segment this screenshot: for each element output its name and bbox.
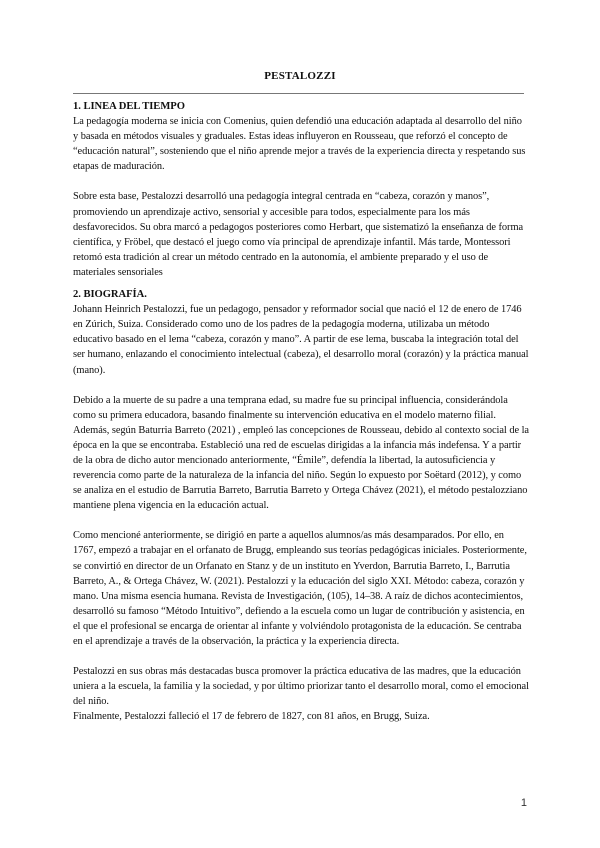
paragraph: Finalmente, Pestalozzi falleció el 17 de febrero de 1827, con 81 años, en Brugg, Suiza. (73, 711, 430, 723)
document-body (73, 99, 529, 724)
page-title: PESTALOZZI (264, 70, 336, 82)
paragraph: Como mencioné anteriormente, se dirigió en parte a aquellos alumnos/as más desamparados. Por ello, en 1767, empezó a trabajar en el orfanato de Brugg, empleando sus teorías pedagógicas iniciales. Posteriormente, se convirtió en director de un Orfanato en Stanz y de un instituto en Yverdon, Barrutia Barreto, I., Barrutia Barreto, A., & Ortega Chávez, W. (2021). Pestalozzi y la educación del siglo XXI. Método: cabeza, corazón y mano. Una misma esencia humana. Revista de Investigación, (105), 14–38. A raíz de dichos acontecimientos, desarrolló su famoso “Método Intuitivo”, defiendo a la escuela como un lugar de contribución y asistencia, en el que el profesional se encarga de orientar al infante y volviéndolo protagonista de la educación. Se centraba en el aprendizaje a través de la observación, la práctica y la experiencia directa. (73, 530, 527, 647)
paragraph: Pestalozzi en sus obras más destacadas busca promover la práctica educativa de las madres, que la educación uniera a la escuela, la familia y la sociedad, y por último priorizar tanto el desarrollo moral, como el emocional del niño. (73, 666, 529, 708)
section-heading-timeline: 1. LINEA DEL TIEMPO (73, 101, 185, 112)
section-heading-biography: 2. BIOGRAFÍA. (73, 289, 147, 301)
page-number: 1 (520, 797, 527, 809)
paragraph: Sobre esta base, Pestalozzi desarrolló una pedagogía integral centrada en “cabeza, corazón y manos”, promoviendo un aprendizaje activo, sensorial y accesible para todos, especialmente para los más desfavorecidos. Su obra marcó a pedagogos posteriores como Herbart, que sistematizó la enseñanza de forma científica, y Fröbel, que destacó el juego como vía principal de aprendizaje infantil. Más tarde, Montessori retomó esta tradición al crear un método centrado en la autonomía, el ambiente preparado y el uso de materiales sensoriales (73, 191, 524, 278)
paragraph: La pedagogía moderna se inicia con Comenius, quien defendió una educación adaptada al desarrollo del niño y basada en métodos visuales y graduales. Estas ideas influyeron en Rousseau, que reforzó el concepto de “educación natural”, sosteniendo que el niño aprende mejor a través de la experiencia directa y respetando sus etapas de maduración. (73, 116, 526, 173)
paragraph: Johann Heinrich Pestalozzi, fue un pedagogo, pensador y reformador social que nació el 12 de enero de 1746 en Zúrich, Suiza. Considerado como uno de los padres de la pedagogía moderna, utilizaba un método educativo basado en el lema “cabeza, corazón y mano”. A partir de ese lema, buscaba la integración total del ser humano, enlazando el conocimiento intelectual (cabeza), el desarrollo moral (corazón) y la práctica manual (mano). (73, 304, 529, 376)
title-divider (73, 93, 524, 94)
paragraph: Debido a la muerte de su padre a una temprana edad, su madre fue su principal influencia, considerándola como su primera educadora, basando finalmente su intervención educativa en el modelo materno filial. Además, según Baturria Barreto (2021) , empleó las concepciones de Rousseau, debido al contexto social de la época en la que se encontraba. Estableció una red de escuelas dirigidas a la infancia más indefensa. Y a partir de la obra de dicho autor mencionado anteriormente, “Émile”, defendía la libertad, la autosuficiencia y reverencia como parte de la naturaleza de la infancia del niño. Según lo expuesto por Soëtard (2012), y como se analiza en el estudio de Barrutia Barreto, Barrutia Barreto y Ortega Chávez (2021), el método pestalozziano mantiene plena vigencia en la educación actual. (73, 394, 529, 512)
